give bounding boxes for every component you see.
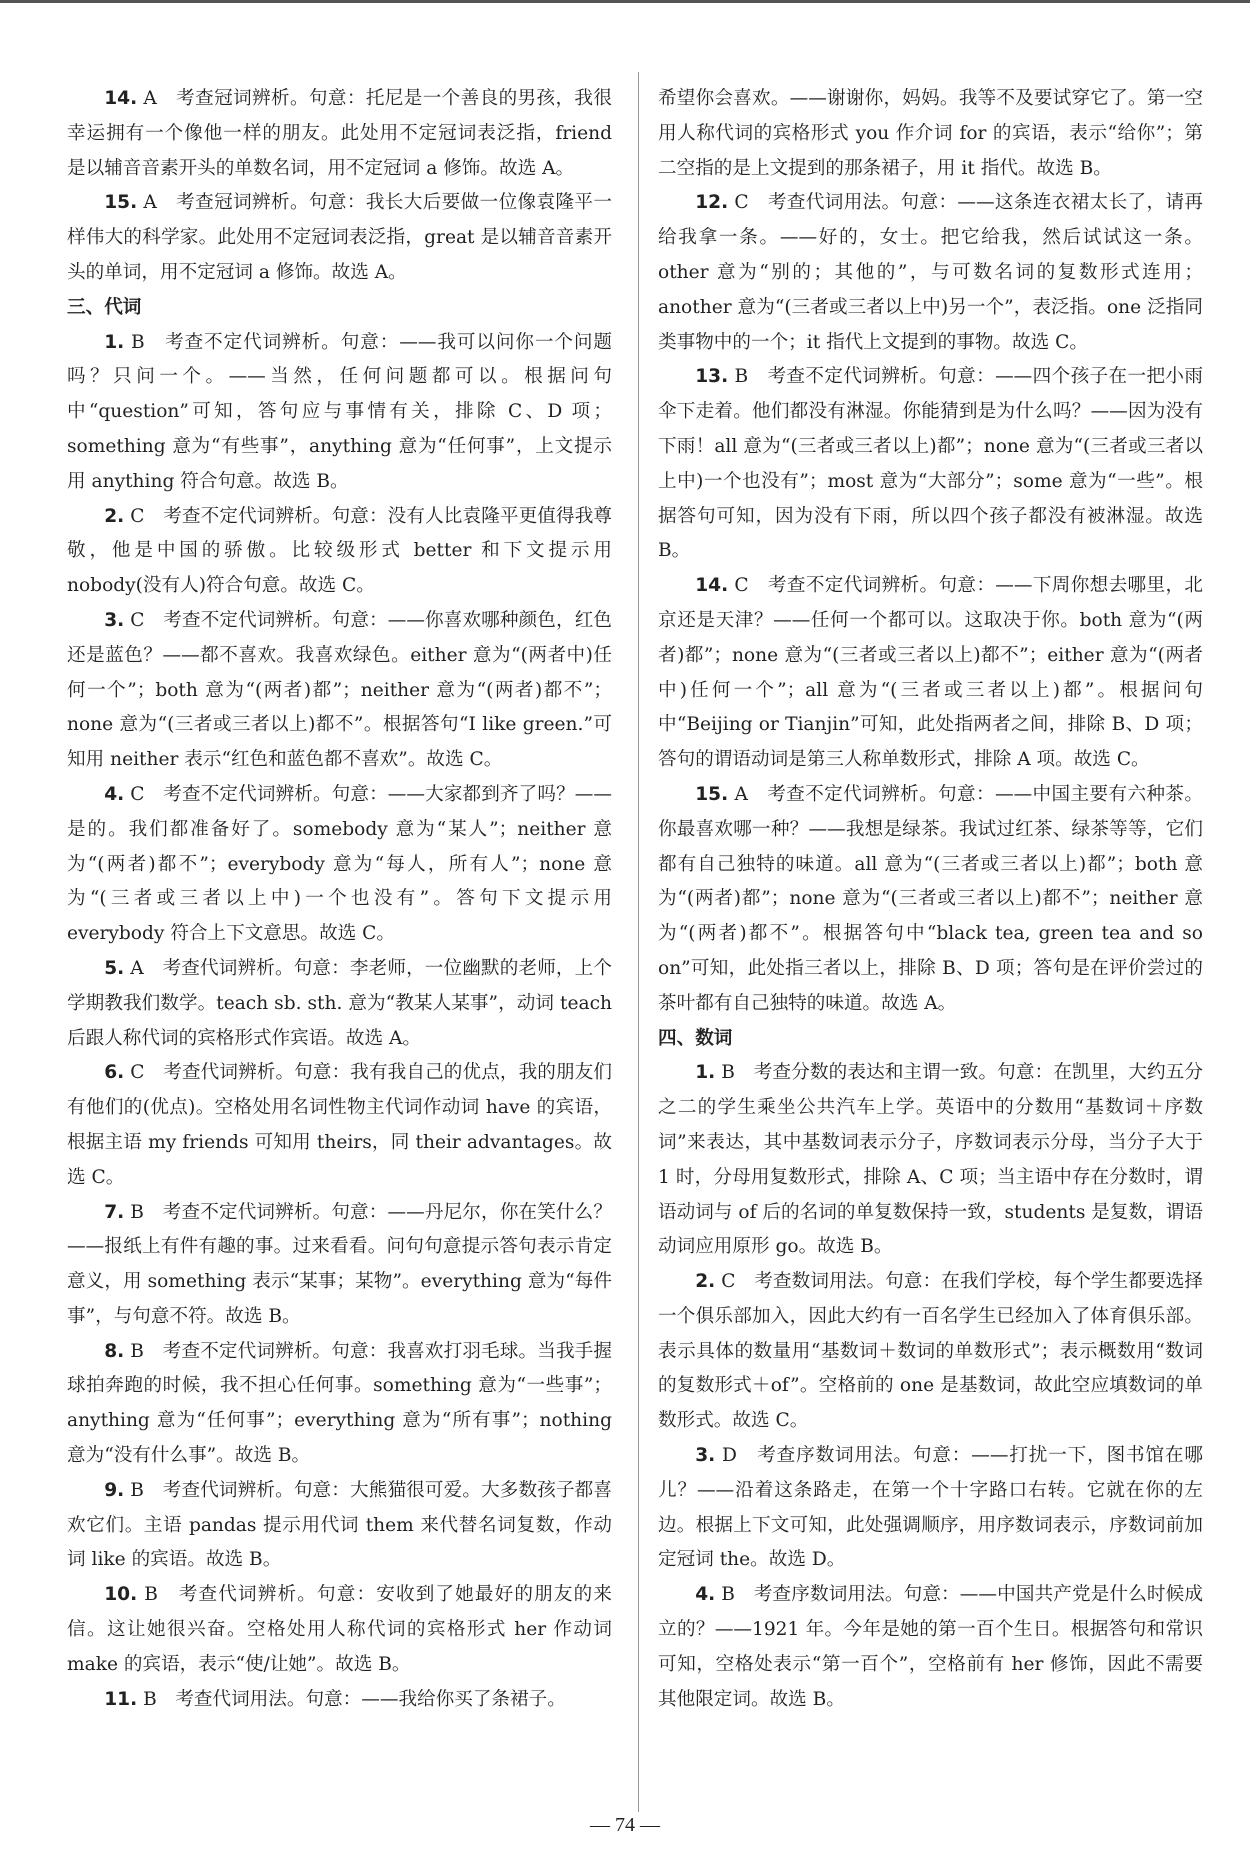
answer-paragraph [658, 1439, 1203, 1578]
answer-text: C 考查数词用法。句意：在我们学校，每个学生都要选择一个俱乐部加入，因此大约有一百名学生已经加入了体育俱乐部。表示具体的数量用“基数词＋数词的单数形式”；表示概数用“数词的复数形式＋of”。空格前的 one 是基数词，故此空应填数词的单数形式。故选 C。 [658, 1271, 1203, 1432]
answer-text: B 考查不定代词辨析。句意：——四个孩子在一把小雨伞下走着。他们都没有淋湿。你能猜到是为什么吗？——因为没有下雨！all 意为“(三者或三者以上)都”；none 意为“(三者或三者以上中)一个也没有”；most 意为“大部分”；some 意为“一些”。根据答句可知，因为没有下雨，所以四个孩子都没有被淋湿。故选 B。 [658, 366, 1203, 562]
answer-paragraph [658, 1578, 1203, 1717]
answer-text: C 考查代词辨析。句意：我有我自己的优点，我的朋友们有他们的(优点)。空格处用名词性物主代词作动词 have 的宾语，根据主语 my friends 可知用 theirs，同 their advantages。故选 C。 [67, 1062, 612, 1188]
question-number: 9. [104, 1479, 125, 1501]
answer-text: C 考查不定代词辨析。句意：——大家都到齐了吗？——是的。我们都准备好了。somebody 意为“某人”；neither 意为“(两者)都不”；everybody 意为“每人，所有人”；none 意为“(三者或三者以上中)一个也没有”。答句下文提示用 everybody 符合上下文意思。故选 C。 [67, 783, 612, 945]
answer-paragraph [658, 778, 1203, 1022]
answer-paragraph [67, 82, 612, 186]
section-heading: 四、数词 [658, 1027, 733, 1049]
answer-paragraph [67, 604, 612, 778]
question-number: 14. [104, 88, 138, 109]
question-number: 2. [695, 1271, 716, 1293]
answer-text: B 考查不定代词辨析。句意：——丹尼尔，你在笑什么？——报纸上有件有趣的事。过来看看。问句句意提示答句表示肯定意义，用 something 表示“某事；某物”。everything 意为“每件事”，与句意不符。故选 B。 [67, 1201, 612, 1327]
answer-paragraph [67, 1196, 612, 1335]
answer-text: C 考查不定代词辨析。句意：——你喜欢哪种颜色，红色还是蓝色？——都不喜欢。我喜欢绿色。either 意为“(两者中)任何一个”；both 意为“(两者)都”；neither 意为“(两者)都不”；none 意为“(三者或三者以上)都不”。根据答句“I like green.”可知用 neither 表示“红色和蓝色都不喜欢”。故选 C。 [67, 609, 612, 771]
answer-paragraph [67, 1335, 612, 1474]
answer-paragraph [658, 569, 1203, 778]
answer-paragraph [67, 326, 612, 500]
answer-text: A 考查冠词辨析。句意：托尼是一个善良的男孩，我很幸运拥有一个像他一样的朋友。此处用不定冠词表泛指，friend 是以辅音音素开头的单数名词，用不定冠词 a 修饰。故选 A。 [67, 88, 612, 179]
answer-paragraph [67, 500, 612, 604]
question-number: 8. [104, 1340, 125, 1362]
question-number: 4. [695, 1584, 716, 1606]
question-number: 7. [104, 1201, 125, 1223]
right-column [658, 82, 1203, 1717]
question-number: 6. [104, 1062, 125, 1084]
answer-paragraph [658, 360, 1203, 569]
question-number: 15. [695, 783, 729, 805]
answer-text: C 考查不定代词辨析。句意：没有人比袁隆平更值得我尊敬，他是中国的骄傲。比较级形式 better 和下文提示用 nobody(没有人)符合句意。故选 C。 [67, 505, 612, 597]
question-number: 5. [104, 957, 125, 979]
question-number: 3. [104, 609, 125, 631]
question-number: 11. [104, 1688, 138, 1710]
answer-text: B 考查代词用法。句意：——我给你买了条裙子。 [143, 1688, 566, 1710]
answer-paragraph [67, 1474, 612, 1578]
answer-paragraph [658, 1056, 1203, 1265]
question-number: 10. [104, 1584, 138, 1606]
answer-paragraph [658, 82, 1203, 186]
answer-paragraph [67, 778, 612, 952]
answer-paragraph [658, 1265, 1203, 1439]
answer-text: 希望你会喜欢。——谢谢你，妈妈。我等不及要试穿它了。第一空用人称代词的宾格形式 you 作介词 for 的宾语，表示“给你”；第二空指的是上文提到的那条裙子，用 it 指代。故选 B。 [658, 88, 1203, 179]
question-number: 2. [104, 505, 125, 527]
answer-text: A 考查冠词辨析。句意：我长大后要做一位像袁隆平一样伟大的科学家。此处用不定冠词表泛指，great 是以辅音音素开头的单词，用不定冠词 a 修饰。故选 A。 [67, 192, 612, 283]
answer-paragraph [67, 1056, 612, 1195]
question-number: 3. [695, 1445, 716, 1467]
answer-paragraph [67, 186, 612, 290]
page-number: — 74 — [590, 1814, 660, 1836]
answer-paragraph [67, 1683, 612, 1718]
question-number: 14. [695, 575, 729, 597]
answer-text: B 考查序数词用法。句意：——中国共产党是什么时候成立的？——1921 年。今年是她的第一百个生日。根据答句和常识可知，空格处表示“第一百个”，空格前有 her 修饰，因此不需要其他限定词。故选 B。 [658, 1584, 1203, 1710]
answer-text: C 考查不定代词辨析。句意：——下周你想去哪里，北京还是天津？——任何一个都可以。这取决于你。both 意为“(两者)都”；none 意为“(三者或三者以上)都不”；either 意为“(两者中)任何一个”；all 意为“(三者或三者以上)都”。根据问句中“Beijing or Tianjin”可知，此处指两者之间，排除 B、D 项；答句的谓语动词是第三人称单数形式，排除 A 项。故选 C。 [658, 575, 1203, 771]
answer-paragraph [67, 1578, 612, 1682]
answer-text: B 考查分数的表达和主谓一致。句意：在凯里，大约五分之二的学生乘坐公共汽车上学。英语中的分数用“基数词＋序数词”来表达，其中基数词表示分子，序数词表示分母，当分子大于 1 时，分母用复数形式，排除 A、C 项；当主语中存在分数时，谓语动词与 of 后的名词的单复数保持一致，students 是复数，谓语动词应用原形 go。故选 B。 [658, 1062, 1203, 1258]
question-number: 12. [695, 192, 729, 214]
answer-text: D 考查序数词用法。句意：——打扰一下，图书馆在哪儿？——沿着这条路走，在第一个十字路口右转。它就在你的左边。根据上下文可知，此处强调顺序，用序数词表示，序数词前加定冠词 the。故选 D。 [658, 1445, 1203, 1571]
answer-text: A 考查代词辨析。句意：李老师，一位幽默的老师，上个学期教我们数学。teach sb. sth. 意为“教某人某事”，动词 teach 后跟人称代词的宾格形式作宾语。故选 A。 [67, 957, 612, 1049]
question-number: 4. [104, 783, 125, 805]
question-number: 1. [104, 331, 125, 353]
left-column [67, 82, 612, 1717]
column-divider [638, 72, 639, 1812]
answer-text: B 考查不定代词辨析。句意：——我可以问你一个问题吗？只问一个。——当然，任何问题都可以。根据问句中“question”可知，答句应与事情有关，排除 C、D 项；something 意为“有些事”，anything 意为“任何事”，上文提示用 anything 符合句意。故选 B。 [67, 331, 612, 492]
answer-paragraph [67, 952, 612, 1056]
answer-text: B 考查代词辨析。句意：大熊猫很可爱。大多数孩子都喜欢它们。主语 pandas 提示用代词 them 来代替名词复数，作动词 like 的宾语。故选 B。 [67, 1479, 612, 1571]
answer-paragraph [658, 186, 1203, 360]
answer-text: C 考查代词用法。句意：——这条连衣裙太长了，请再给我拿一条。——好的，女士。把它给我，然后试试这一条。other 意为“别的；其他的”，与可数名词的复数形式连用；another 意为“(三者或三者以上中)另一个”，表泛指。one 泛指同类事物中的一个；it 指代上文提到的事物。故选 C。 [658, 192, 1203, 353]
answer-text: B 考查代词辨析。句意：安收到了她最好的朋友的来信。这让她很兴奋。空格处用人称代词的宾格形式 her 作动词 make 的宾语，表示“使/让她”。故选 B。 [67, 1584, 612, 1675]
answer-text: B 考查不定代词辨析。句意：我喜欢打羽毛球。当我手握球拍奔跑的时候，我不担心任何事。something 意为“一些事”；anything 意为“任何事”；everything 意为“所有事”；nothing 意为“没有什么事”。故选 B。 [67, 1340, 612, 1467]
question-number: 15. [104, 192, 138, 214]
top-rule [0, 0, 1250, 3]
answer-text: A 考查不定代词辨析。句意：——中国主要有六种茶。你最喜欢哪一种？——我想是绿茶。我试过红茶、绿茶等等，它们都有自己独特的味道。all 意为“(三者或三者以上)都”；both 意为“(两者)都”；none 意为“(三者或三者以上)都不”；neither 意为“(两者)都不”。根据答句中“black tea, green tea and so on”可知，此处指三者以上，排除 B、D 项；答句是在评价尝过的茶叶都有自己独特的味道。故选 A。 [658, 783, 1203, 1014]
question-number: 13. [695, 366, 729, 388]
section-heading: 三、代词 [67, 296, 142, 318]
question-number: 1. [695, 1062, 716, 1084]
